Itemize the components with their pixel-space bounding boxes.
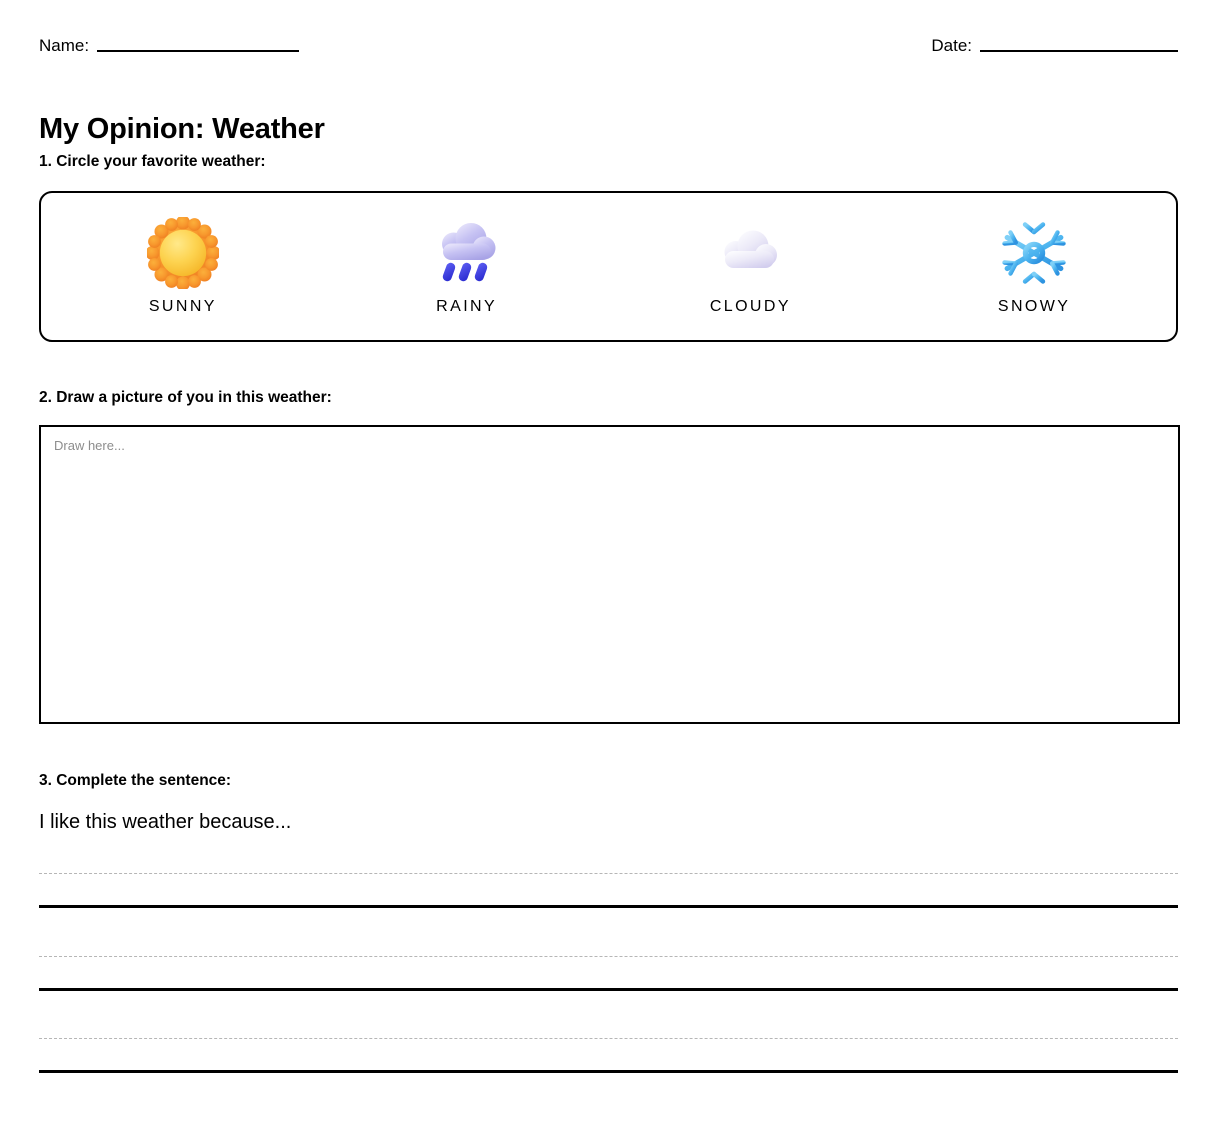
section-3-heading: 3. Complete the sentence: bbox=[39, 772, 232, 789]
weather-option-label-snowy: SNOWY bbox=[997, 297, 1071, 315]
sun-icon bbox=[147, 217, 219, 289]
section-1-heading: 1. Circle your favorite weather: bbox=[39, 153, 266, 170]
weather-option-snowy[interactable] bbox=[944, 217, 1124, 317]
writing-line[interactable] bbox=[39, 860, 1178, 943]
page-title: My Opinion: Weather bbox=[39, 113, 325, 146]
weather-option-label-sunny: SUNNY bbox=[148, 297, 217, 315]
date-field[interactable] bbox=[931, 36, 1178, 56]
writing-line-dashed-guide bbox=[39, 873, 1178, 874]
writing-line-baseline bbox=[39, 988, 1178, 991]
drawing-placeholder: Draw here... bbox=[54, 438, 125, 453]
writing-lines bbox=[39, 860, 1178, 1108]
weather-option-label-cloudy: CLOUDY bbox=[709, 297, 791, 315]
writing-line-dashed-guide bbox=[39, 956, 1178, 957]
date-label: Date: bbox=[931, 36, 972, 55]
worksheet-header bbox=[39, 36, 1178, 56]
name-field[interactable] bbox=[39, 36, 299, 56]
weather-option-label-rainy: RAINY bbox=[436, 297, 498, 315]
name-label: Name: bbox=[39, 36, 90, 55]
weather-options-box bbox=[39, 191, 1178, 342]
date-write-rule[interactable] bbox=[980, 50, 1178, 52]
snowflake-icon bbox=[998, 217, 1070, 289]
rain-cloud-icon bbox=[431, 217, 503, 289]
drawing-canvas[interactable] bbox=[39, 425, 1180, 724]
writing-line[interactable] bbox=[39, 1025, 1178, 1108]
section-2-heading: 2. Draw a picture of you in this weather: bbox=[39, 389, 332, 406]
writing-line[interactable] bbox=[39, 943, 1178, 1026]
weather-option-sunny[interactable] bbox=[93, 217, 273, 317]
weather-option-cloudy[interactable] bbox=[660, 217, 840, 317]
sentence-starter: I like this weather because... bbox=[39, 811, 292, 833]
writing-line-dashed-guide bbox=[39, 1038, 1178, 1039]
cloud-icon bbox=[714, 217, 786, 289]
writing-line-baseline bbox=[39, 1070, 1178, 1073]
writing-line-baseline bbox=[39, 905, 1178, 908]
weather-option-rainy[interactable] bbox=[377, 217, 557, 317]
name-write-rule[interactable] bbox=[97, 50, 299, 52]
